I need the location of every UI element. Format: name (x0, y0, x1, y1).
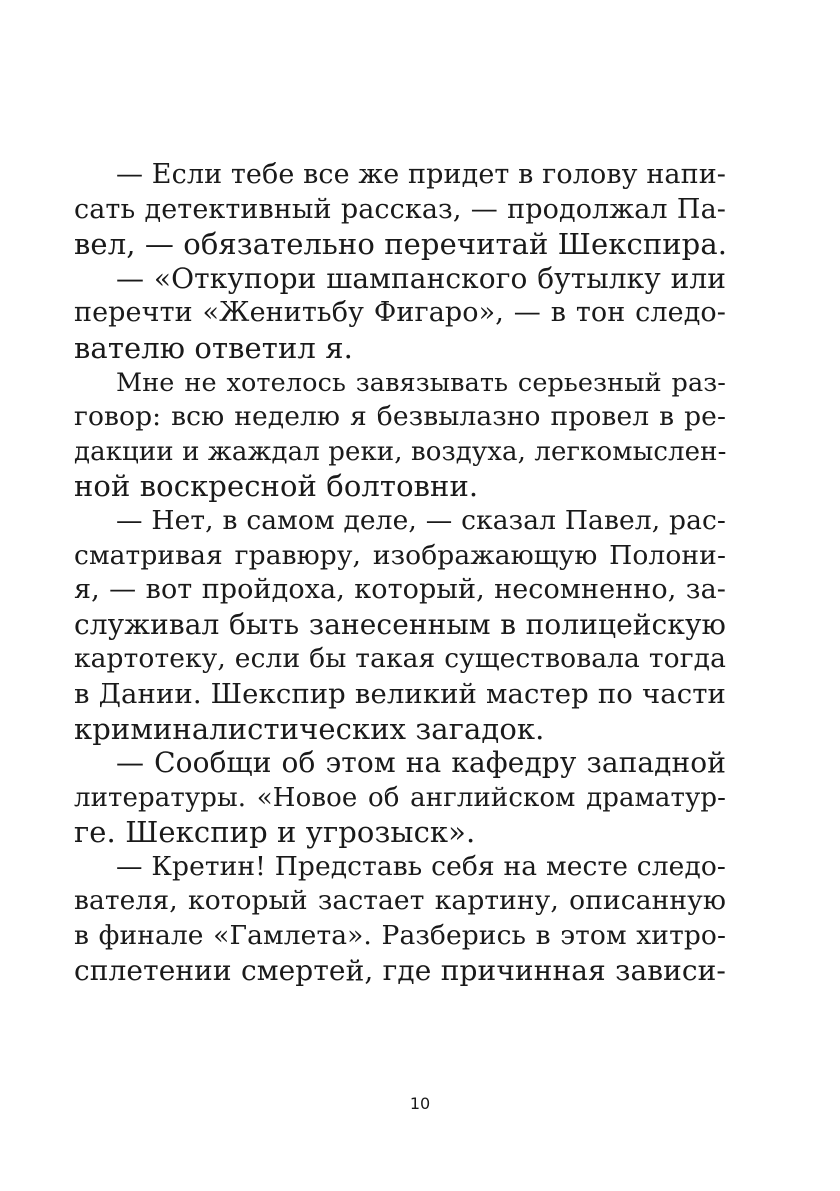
text-line: — «Откупори шампанского бутылку или (116, 261, 726, 295)
text-line: сплетении смертей, где причинная зависи- (74, 953, 726, 987)
text-line: криминалистических загадок. (74, 711, 545, 746)
text-line: — Нет, в самом деле, — сказал Павел, рас- (116, 504, 726, 536)
text-line: вателю ответил я. (74, 330, 353, 365)
text-line: дакции и жаждал реки, воздуха, легкомыслен- (74, 436, 727, 467)
text-line: ге. Шекспир и угрозыск». (74, 815, 476, 850)
text-line: вел, — обязательно перечитай Шекспира. (74, 227, 728, 262)
text-line: вателя, который застает картину, описанную (74, 885, 726, 917)
text-line: сматривая гравюру, изображающую Полони- (74, 539, 726, 571)
text-line: в финале «Гамлета». Разберись в этом хитро- (74, 920, 726, 952)
text-line: перечти «Женитьбу Фигаро», — в тон следо- (74, 297, 726, 329)
text-line: — Кретин! Представь себя на месте следо- (116, 850, 726, 882)
text-line: ной воскресной болтовни. (74, 469, 479, 504)
text-line: литературы. «Новое об английском драматур- (74, 782, 726, 813)
text-line: Мне не хотелось завязывать серьезный раз- (116, 367, 726, 398)
page-number: 10 (409, 1094, 431, 1113)
body-text (74, 158, 726, 988)
text-line: картотеку, если бы такая существовала тогда (74, 643, 726, 675)
text-line: сать детективный рассказ, — продолжал Па- (74, 193, 726, 225)
text-line: — Если тебе все же придет в голову напи- (116, 159, 727, 190)
text-line: — Сообщи об этом на кафедру западной (116, 746, 726, 780)
text-line: я, — вот пройдоха, который, несомненно, за- (74, 574, 726, 606)
text-line: в Дании. Шекспир великий мастер по части (74, 677, 726, 710)
text-line: служивал быть занесенным в полицейскую (74, 607, 726, 641)
text-line: говор: всю неделю я безвылазно провел в ре- (74, 401, 726, 433)
